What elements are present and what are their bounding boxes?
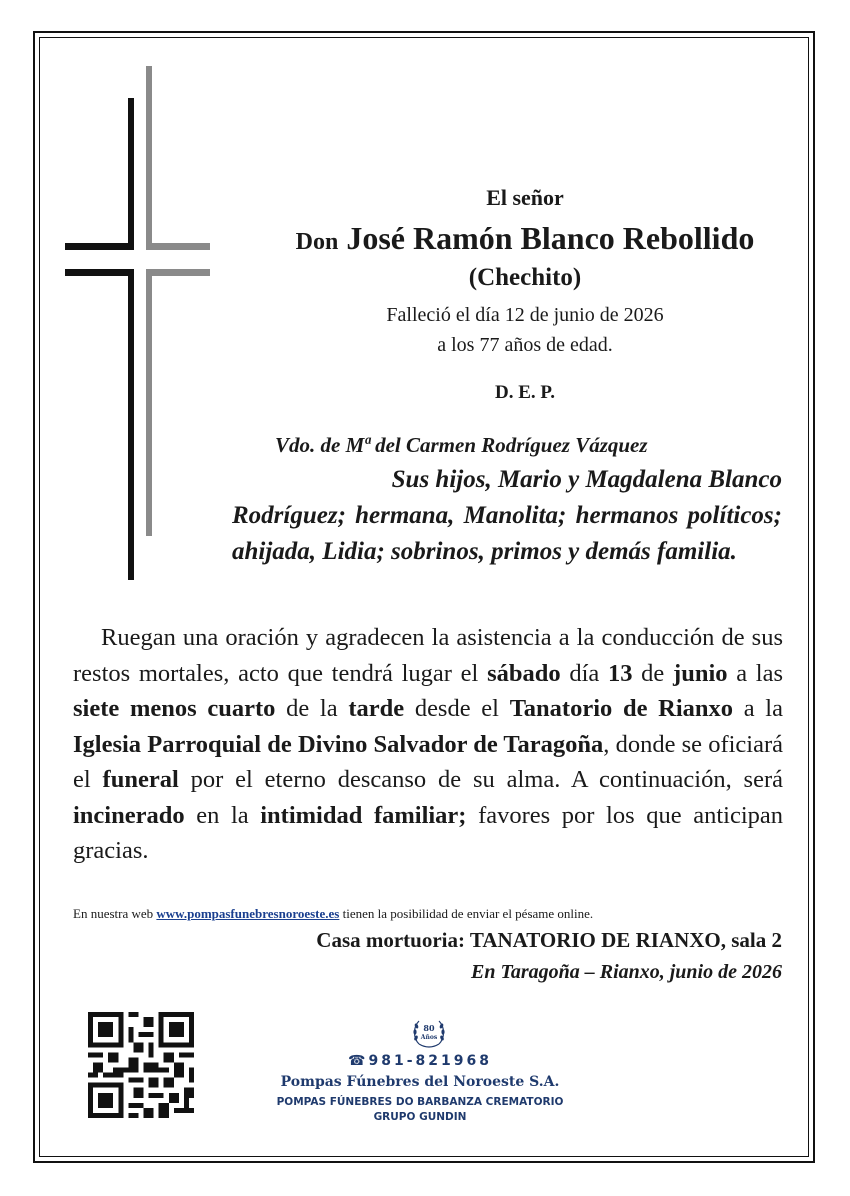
text-bold: Iglesia Parroquial de Divino Salvador de Taragoña: [73, 730, 604, 758]
web-note-before: En nuestra web: [73, 906, 157, 921]
age: a los 77 años de edad.: [437, 334, 613, 356]
qr-code[interactable]: [88, 1012, 194, 1118]
cross-icon: [60, 66, 220, 586]
text-segment: de: [632, 659, 674, 687]
nickname: (Chechito): [468, 264, 582, 291]
text-bold: incinerado: [73, 801, 185, 829]
family-list: [232, 462, 782, 570]
place-date: En Taragoña – Rianxo, junio de 2026: [470, 961, 782, 983]
text-segment: , donde se oficiará el: [73, 730, 783, 793]
text-bold: sábado: [487, 659, 561, 687]
text-bold: Tanatorio de Rianxo: [509, 695, 734, 722]
casa-mortuoria: Casa mortuoria: TANATORIO DE RIANXO, sala 2: [316, 928, 782, 952]
deceased-name: [245, 220, 805, 257]
family-first-line: Sus hijos, Mario y Magdalena Blanco: [391, 466, 782, 493]
widow-line: Vdo. de Mª del Carmen Rodríguez Vázquez: [275, 433, 648, 457]
text-bold: tarde: [348, 695, 405, 722]
intro-text: El señor: [486, 185, 564, 210]
phone-number: 981-821968: [368, 1053, 492, 1069]
text-segment: a la: [733, 695, 783, 722]
dep: D. E. P.: [494, 382, 555, 403]
honorific: Don: [295, 229, 339, 255]
text-segment: desde el: [404, 695, 510, 722]
company-subtitle: POMPAS FÚNEBRES DO BARBANZA CREMATORIO: [276, 1096, 564, 1108]
seal-word: Años: [420, 1034, 438, 1041]
text-bold: 13: [607, 659, 633, 687]
seal-number: 80: [423, 1023, 435, 1033]
text-bold: junio: [673, 659, 728, 687]
website-link[interactable]: www.pompasfunebresnoroeste.es: [156, 906, 340, 921]
text-segment: de la: [275, 695, 349, 722]
full-name: José Ramón Blanco Rebollido: [346, 220, 755, 256]
web-note-after: tienen la posibilidad de enviar el pésame online.: [339, 906, 594, 921]
text-segment: favores por los que anticipan gracias.: [73, 801, 783, 864]
text-bold: funeral: [102, 766, 179, 793]
text-segment: Ruegan una oración y agradecen la asistencia a la conducción de sus restos mortales, acto que tendrá lugar el: [73, 624, 783, 687]
text-segment: día: [560, 659, 608, 687]
anniversary-seal-icon: [410, 1014, 448, 1052]
web-note: [73, 906, 593, 922]
text-segment: en la: [184, 801, 261, 829]
company-phone[interactable]: [240, 1053, 600, 1069]
company-name: Pompas Fúnebres del Noroeste S.A.: [280, 1074, 560, 1090]
text-bold: siete menos cuarto: [73, 695, 276, 722]
family-rest: Rodríguez; hermana, Manolita; hermanos políticos; ahijada, Lidia; sobrinos, primos y demás familia.: [232, 502, 782, 565]
company-group: GRUPO GUNDIN: [373, 1111, 467, 1123]
phone-icon: ☎: [348, 1053, 369, 1069]
ceremony-text: [73, 620, 783, 869]
text-segment: a las: [727, 659, 784, 687]
text-bold: intimidad familiar;: [260, 801, 467, 829]
text-segment: por el eterno descanso de su alma. A continuación, será: [178, 766, 783, 793]
death-date: Falleció el día 12 de junio de 2026: [386, 304, 664, 326]
